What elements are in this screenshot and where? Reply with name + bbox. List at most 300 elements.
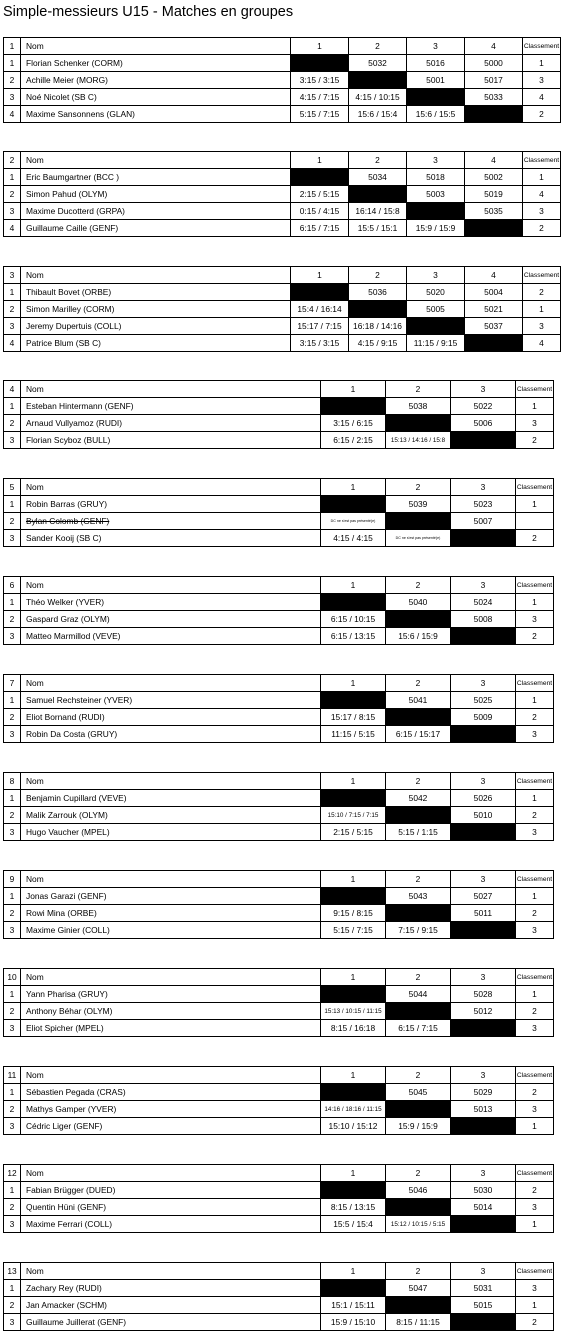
score-cell: 3:15 / 3:15: [291, 335, 349, 352]
player-name-text: Sander Kooij (SB C): [26, 532, 102, 543]
column-header: 3: [451, 1165, 516, 1182]
score-cell: 5036: [349, 284, 407, 301]
table-row: [4, 530, 554, 547]
score-cell: 5022: [451, 398, 516, 415]
player-name: [21, 530, 321, 547]
group-table: [3, 1164, 554, 1233]
player-name-text: Robin Da Costa (GRUY): [26, 728, 118, 739]
blocked-cell: [451, 1216, 516, 1233]
rank-value: 3: [516, 415, 554, 432]
blocked-cell: [321, 790, 386, 807]
row-position: 1: [4, 169, 21, 186]
player-name-text: Fabian Brügger (DUED): [26, 1184, 116, 1195]
score-cell: 5016: [407, 55, 465, 72]
name-header: Nom: [21, 479, 321, 496]
score-cell: 6:15 / 7:15: [386, 1020, 451, 1037]
row-position: 3: [4, 922, 21, 939]
score-cell: 5013: [451, 1101, 516, 1118]
player-name-text: Matteo Marmillod (VEVE): [26, 630, 121, 641]
player-name-text: Maxime Ferrari (COLL): [26, 1218, 113, 1229]
score-cell: 15:10 / 15:12: [321, 1118, 386, 1135]
player-name: [21, 594, 321, 611]
player-name: [21, 807, 321, 824]
score-cell: 5035: [465, 203, 523, 220]
group-header-row: [4, 381, 554, 398]
rank-value: 3: [516, 922, 554, 939]
table-row: [4, 301, 561, 318]
player-name-text: Jan Amacker (SCHM): [26, 1299, 107, 1310]
row-position: 3: [4, 1118, 21, 1135]
score-cell: 15:5 / 15:4: [321, 1216, 386, 1233]
table-row: [4, 1199, 554, 1216]
score-cell: 11:15 / 5:15: [321, 726, 386, 743]
name-header: Nom: [21, 1165, 321, 1182]
blocked-cell: [465, 220, 523, 237]
player-name: [21, 1020, 321, 1037]
player-name: [21, 335, 291, 352]
blocked-cell: [451, 1020, 516, 1037]
column-header: 1: [291, 152, 349, 169]
column-header: 2: [386, 381, 451, 398]
rank-value: 1: [516, 1216, 554, 1233]
player-name-text: Malik Zarrouk (OLYM): [26, 809, 108, 820]
player-name-text: Maxime Sansonnens (GLAN): [26, 108, 135, 119]
score-cell: 5:15 / 7:15: [321, 922, 386, 939]
score-cell: 5047: [386, 1280, 451, 1297]
score-cell: 5043: [386, 888, 451, 905]
score-cell: 5010: [451, 807, 516, 824]
blocked-cell: [451, 628, 516, 645]
score-cell: 5004: [465, 284, 523, 301]
row-position: 2: [4, 513, 21, 530]
rank-value: 3: [523, 72, 561, 89]
group-table: [3, 870, 554, 939]
blocked-cell: [321, 692, 386, 709]
player-name: [21, 709, 321, 726]
rank-value: 2: [516, 432, 554, 449]
score-cell: 5030: [451, 1182, 516, 1199]
score-cell: 5001: [407, 72, 465, 89]
table-row: [4, 496, 554, 513]
rank-value: 2: [516, 628, 554, 645]
blocked-cell: [386, 709, 451, 726]
row-position: 3: [4, 824, 21, 841]
player-name-text: Achille Meier (MORG): [26, 74, 108, 85]
blocked-cell: [451, 1314, 516, 1331]
table-row: [4, 594, 554, 611]
player-name: [21, 1297, 321, 1314]
score-cell: 5002: [465, 169, 523, 186]
player-name: [21, 986, 321, 1003]
row-position: 4: [4, 335, 21, 352]
column-header: 1: [321, 871, 386, 888]
score-cell: 5:15 / 1:15: [386, 824, 451, 841]
row-position: 1: [4, 1182, 21, 1199]
group-table: [3, 151, 561, 237]
rank-value: 3: [516, 1199, 554, 1216]
score-cell: 5032: [349, 55, 407, 72]
row-position: 1: [4, 790, 21, 807]
score-cell: 8:15 / 16:18: [321, 1020, 386, 1037]
name-header: Nom: [21, 675, 321, 692]
blocked-cell: [321, 888, 386, 905]
player-name: [21, 726, 321, 743]
column-header: 2: [386, 1263, 451, 1280]
score-cell: 5012: [451, 1003, 516, 1020]
score-cell: 4:15 / 9:15: [349, 335, 407, 352]
player-name: [21, 1003, 321, 1020]
player-name: [21, 398, 321, 415]
score-cell: 15:6 / 15:9: [386, 628, 451, 645]
rank-value: 2: [523, 284, 561, 301]
score-cell: 16:18 / 14:16: [349, 318, 407, 335]
group-header-row: [4, 152, 561, 169]
score-cell: 5046: [386, 1182, 451, 1199]
rank-value: 2: [516, 807, 554, 824]
rank-value: 1: [523, 301, 561, 318]
player-name-text: Maxime Ginier (COLL): [26, 924, 110, 935]
blocked-cell: [386, 611, 451, 628]
row-position: 3: [4, 628, 21, 645]
rank-value: 1: [516, 398, 554, 415]
score-cell: 5034: [349, 169, 407, 186]
column-header: 1: [291, 267, 349, 284]
player-name: [21, 1280, 321, 1297]
column-header: 3: [451, 1263, 516, 1280]
player-name: [21, 692, 321, 709]
row-position: 2: [4, 1003, 21, 1020]
table-row: [4, 986, 554, 1003]
player-name: [21, 1199, 321, 1216]
score-cell: 15:9 / 15:9: [386, 1118, 451, 1135]
table-row: [4, 186, 561, 203]
rank-value: 1: [516, 496, 554, 513]
column-header: 3: [451, 479, 516, 496]
score-cell: 8:15 / 13:15: [321, 1199, 386, 1216]
score-cell: 5038: [386, 398, 451, 415]
player-name: [21, 1101, 321, 1118]
column-header: 1: [291, 38, 349, 55]
score-cell: 15:6 / 15:4: [349, 106, 407, 123]
player-name-text: Maxime Ducotterd (GRPA): [26, 205, 125, 216]
table-row: [4, 1280, 554, 1297]
group-number: 13: [4, 1263, 21, 1280]
name-header: Nom: [21, 577, 321, 594]
player-name-text: Yann Pharisa (GRUY): [26, 988, 108, 999]
row-position: 3: [4, 530, 21, 547]
group-header-row: [4, 675, 554, 692]
table-row: [4, 1084, 554, 1101]
group-header-row: [4, 773, 554, 790]
blocked-cell: [451, 922, 516, 939]
row-position: 2: [4, 807, 21, 824]
row-position: 2: [4, 905, 21, 922]
row-position: 2: [4, 1101, 21, 1118]
name-header: Nom: [21, 773, 321, 790]
group-header-row: [4, 1263, 554, 1280]
column-header: 1: [321, 969, 386, 986]
player-name-text: Zachary Rey (RUDI): [26, 1282, 102, 1293]
rank-value: 2: [516, 1314, 554, 1331]
group-header-row: [4, 1165, 554, 1182]
score-cell: 8:15 / 11:15: [386, 1314, 451, 1331]
rank-value: 3: [523, 318, 561, 335]
score-cell: 15:4 / 16:14: [291, 301, 349, 318]
group-number: 8: [4, 773, 21, 790]
column-header: 2: [386, 577, 451, 594]
group-table: [3, 674, 554, 743]
blocked-cell: [349, 186, 407, 203]
column-header: 3: [407, 152, 465, 169]
table-row: [4, 1216, 554, 1233]
name-header: Nom: [21, 871, 321, 888]
column-header: 2: [386, 773, 451, 790]
rank-value: 3: [516, 611, 554, 628]
score-cell: 15:12 / 10:15 / 5:15: [386, 1216, 451, 1233]
column-header: 1: [321, 577, 386, 594]
row-position: 2: [4, 1297, 21, 1314]
player-name-text: Bylan Colomb (GENF): [26, 515, 110, 526]
name-header: Nom: [21, 381, 321, 398]
player-name-text: Rowi Mina (ORBE): [26, 907, 97, 918]
score-cell: 6:15 / 10:15: [321, 611, 386, 628]
row-position: 3: [4, 432, 21, 449]
table-row: [4, 203, 561, 220]
score-cell: 5015: [451, 1297, 516, 1314]
blocked-cell: [321, 1084, 386, 1101]
table-row: [4, 1003, 554, 1020]
player-name: [21, 318, 291, 335]
player-name-text: Eliot Spicher (MPEL): [26, 1022, 104, 1033]
player-name: [21, 922, 321, 939]
column-header: 2: [349, 267, 407, 284]
score-cell: 5024: [451, 594, 516, 611]
row-position: 1: [4, 55, 21, 72]
column-header: 2: [349, 38, 407, 55]
player-name-text: Eliot Bornand (RUDI): [26, 711, 105, 722]
player-name-text: Hugo Vaucher (MPEL): [26, 826, 110, 837]
blocked-cell: [349, 72, 407, 89]
rank-value: 1: [516, 1297, 554, 1314]
rank-value: 3: [523, 203, 561, 220]
score-cell: 5019: [465, 186, 523, 203]
table-row: [4, 432, 554, 449]
rank-value: 4: [523, 335, 561, 352]
table-row: [4, 692, 554, 709]
column-header: 1: [321, 1263, 386, 1280]
rank-value: 1: [516, 594, 554, 611]
player-name: [21, 284, 291, 301]
rank-value: 1: [523, 55, 561, 72]
blocked-cell: [349, 301, 407, 318]
row-position: 1: [4, 284, 21, 301]
group-number: 12: [4, 1165, 21, 1182]
table-row: [4, 807, 554, 824]
table-row: [4, 398, 554, 415]
player-name-text: Gaspard Graz (OLYM): [26, 613, 110, 624]
rank-value: 4: [523, 186, 561, 203]
blocked-cell: [465, 335, 523, 352]
score-cell: 6:15 / 13:15: [321, 628, 386, 645]
row-position: 2: [4, 301, 21, 318]
score-cell: 2:15 / 5:15: [321, 824, 386, 841]
table-row: [4, 513, 554, 530]
player-name: [21, 415, 321, 432]
score-cell: 5042: [386, 790, 451, 807]
player-name: [21, 186, 291, 203]
blocked-cell: [407, 203, 465, 220]
rank-value: 1: [523, 169, 561, 186]
row-position: 1: [4, 1280, 21, 1297]
player-name-text: Thibault Bovet (ORBE): [26, 286, 112, 297]
table-row: [4, 169, 561, 186]
rank-value: 2: [516, 1084, 554, 1101]
player-name: [21, 89, 291, 106]
score-cell: 9:15 / 8:15: [321, 905, 386, 922]
table-row: [4, 335, 561, 352]
blocked-cell: [465, 106, 523, 123]
score-cell: 5011: [451, 905, 516, 922]
player-name-text: Simon Pahud (OLYM): [26, 188, 108, 199]
rank-header: Classement: [523, 152, 561, 169]
player-name: [21, 905, 321, 922]
group-number: 3: [4, 267, 21, 284]
blocked-cell: [321, 986, 386, 1003]
score-cell: 5:15 / 7:15: [291, 106, 349, 123]
column-header: 1: [321, 479, 386, 496]
score-cell: DC ne s'est pas présenté(e): [321, 513, 386, 530]
player-name-text: Samuel Rechsteiner (YVER): [26, 694, 133, 705]
score-cell: 15:9 / 15:9: [407, 220, 465, 237]
blocked-cell: [407, 318, 465, 335]
column-header: 4: [465, 152, 523, 169]
group-number: 2: [4, 152, 21, 169]
row-position: 3: [4, 1314, 21, 1331]
blocked-cell: [291, 169, 349, 186]
row-position: 3: [4, 203, 21, 220]
table-row: [4, 922, 554, 939]
score-cell: 5025: [451, 692, 516, 709]
rank-value: 1: [516, 986, 554, 1003]
player-name: [21, 106, 291, 123]
name-header: Nom: [21, 152, 291, 169]
score-cell: 5041: [386, 692, 451, 709]
rank-header: Classement: [516, 577, 554, 594]
group-header-row: [4, 1067, 554, 1084]
blocked-cell: [451, 1118, 516, 1135]
rank-value: 1: [516, 692, 554, 709]
blocked-cell: [386, 807, 451, 824]
group-header-row: [4, 479, 554, 496]
score-cell: 5000: [465, 55, 523, 72]
blocked-cell: [386, 1297, 451, 1314]
score-cell: 5028: [451, 986, 516, 1003]
table-row: [4, 1101, 554, 1118]
score-cell: 11:15 / 9:15: [407, 335, 465, 352]
rank-value: 1: [516, 790, 554, 807]
group-number: 5: [4, 479, 21, 496]
table-row: [4, 790, 554, 807]
row-position: 1: [4, 594, 21, 611]
table-row: [4, 1314, 554, 1331]
rank-value: 2: [516, 1182, 554, 1199]
group-table: [3, 968, 554, 1037]
score-cell: 15:13 / 14:16 / 15:8: [386, 432, 451, 449]
table-row: [4, 220, 561, 237]
rank-header: Classement: [516, 969, 554, 986]
player-name-text: Quentin Hüni (GENF): [26, 1201, 107, 1212]
score-cell: 15:5 / 15:1: [349, 220, 407, 237]
player-name-text: Arnaud Vullyamoz (RUDI): [26, 417, 123, 428]
score-cell: 5033: [465, 89, 523, 106]
blocked-cell: [291, 55, 349, 72]
score-cell: 5037: [465, 318, 523, 335]
group-table: [3, 478, 554, 547]
score-cell: 15:17 / 7:15: [291, 318, 349, 335]
table-row: [4, 628, 554, 645]
player-name-text: Cédric Liger (GENF): [26, 1120, 103, 1131]
group-number: 1: [4, 38, 21, 55]
score-cell: 5045: [386, 1084, 451, 1101]
group-table: [3, 266, 561, 352]
table-row: [4, 888, 554, 905]
row-position: 1: [4, 1084, 21, 1101]
group-table: [3, 1066, 554, 1135]
score-cell: 5003: [407, 186, 465, 203]
score-cell: 5039: [386, 496, 451, 513]
player-name-text: Esteban Hintermann (GENF): [26, 400, 134, 411]
group-table: [3, 37, 561, 123]
blocked-cell: [386, 1101, 451, 1118]
score-cell: 15:10 / 7:15 / 7:15: [321, 807, 386, 824]
table-row: [4, 318, 561, 335]
name-header: Nom: [21, 267, 291, 284]
group-table: [3, 576, 554, 645]
player-name-text: Jonas Garazi (GENF): [26, 890, 107, 901]
score-cell: 3:15 / 6:15: [321, 415, 386, 432]
player-name: [21, 1118, 321, 1135]
player-name-text: Simon Marilley (CORM): [26, 303, 115, 314]
score-cell: 5018: [407, 169, 465, 186]
player-name: [21, 1084, 321, 1101]
score-cell: 5031: [451, 1280, 516, 1297]
score-cell: 6:15 / 15:17: [386, 726, 451, 743]
player-name: [21, 628, 321, 645]
player-name: [21, 55, 291, 72]
group-number: 9: [4, 871, 21, 888]
player-name-text: Florian Scyboz (BULL): [26, 434, 111, 445]
player-name-text: Guillaume Caille (GENF): [26, 222, 119, 233]
blocked-cell: [321, 398, 386, 415]
rank-header: Classement: [516, 1067, 554, 1084]
name-header: Nom: [21, 969, 321, 986]
rank-value: 2: [516, 530, 554, 547]
column-header: 2: [386, 479, 451, 496]
score-cell: 5014: [451, 1199, 516, 1216]
score-cell: 5026: [451, 790, 516, 807]
score-cell: 15:13 / 10:15 / 11:15: [321, 1003, 386, 1020]
rank-header: Classement: [516, 675, 554, 692]
column-header: 1: [321, 1067, 386, 1084]
rank-header: Classement: [516, 1263, 554, 1280]
score-cell: 5044: [386, 986, 451, 1003]
score-cell: 14:16 / 18:16 / 11:15: [321, 1101, 386, 1118]
score-cell: 4:15 / 7:15: [291, 89, 349, 106]
blocked-cell: [291, 284, 349, 301]
blocked-cell: [451, 530, 516, 547]
rank-value: 4: [523, 89, 561, 106]
score-cell: 16:14 / 15:8: [349, 203, 407, 220]
